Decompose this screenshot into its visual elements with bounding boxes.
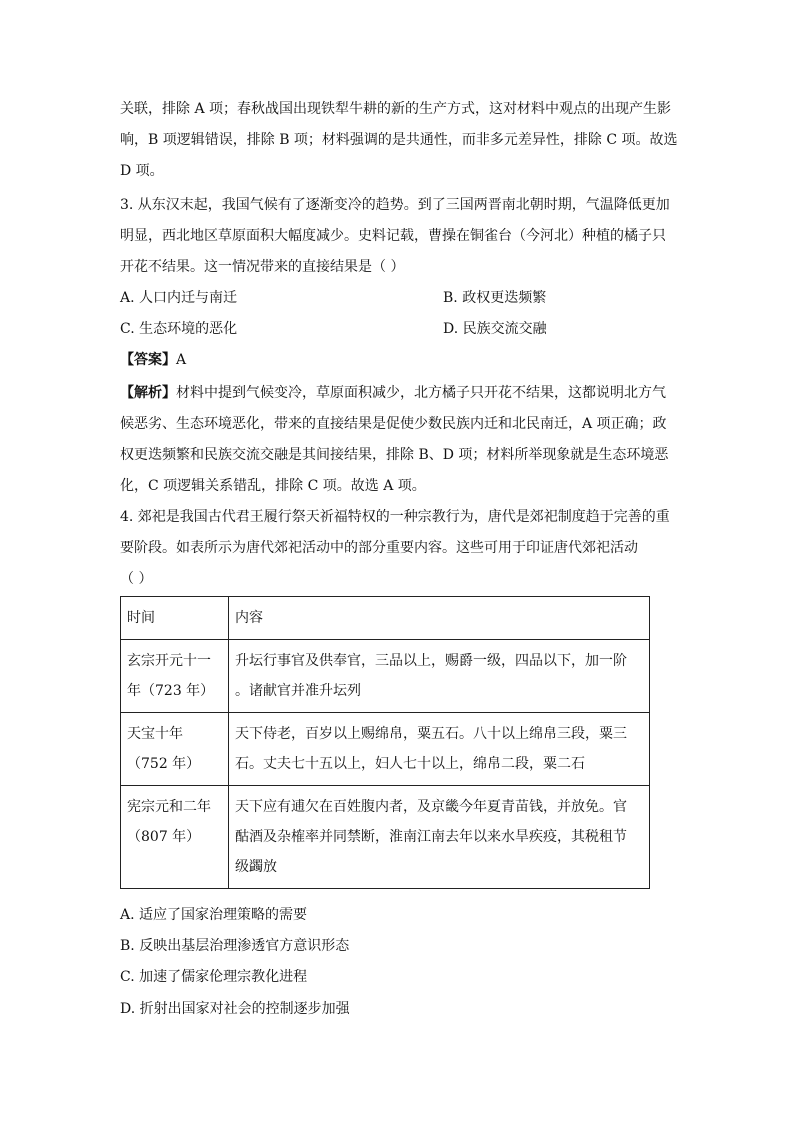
table-header-cell: 内容	[229, 597, 650, 640]
question-3-options-row-2	[120, 314, 672, 345]
question-3-answer	[120, 345, 672, 376]
option-d: D. 民族交流交融	[443, 321, 547, 337]
option-a: A. 适应了国家治理策略的需要	[120, 907, 308, 923]
cell-text: 天宝十年	[127, 726, 183, 742]
text-line: 4. 郊祀是我国古代君王履行祭天祈福特权的一种宗教行为，唐代是郊祀制度趋于完善的重	[120, 509, 670, 525]
answer-value: A	[176, 352, 187, 368]
question-4-stem	[120, 502, 672, 595]
cell-text: （807 年）	[127, 829, 201, 845]
table-cell-time	[121, 640, 229, 713]
table-cell-time	[121, 713, 229, 786]
table-row	[121, 713, 650, 786]
text-line: 材料中提到气候变冷，草原面积减少，北方橘子只开花不结果，这都说明北方气	[176, 385, 666, 401]
text-line: 要阶段。如表所示为唐代郊祀活动中的部分重要内容。这些可用于印证唐代郊祀活动	[120, 540, 638, 556]
cell-text: 级蠲放	[235, 859, 277, 875]
option-c: C. 生态环境的恶化	[120, 321, 238, 337]
table-header-row	[121, 597, 650, 640]
option-b: B. 反映出基层治理渗透官方意识形态	[120, 938, 350, 954]
analysis-tag: 【解析】	[120, 385, 176, 401]
cell-text: 酤酒及杂榷率并同禁断，淮南江南去年以来水旱疾疫，其税租节	[235, 829, 627, 845]
option-d: D. 折射出国家对社会的控制逐步加强	[120, 1001, 350, 1017]
question-3-stem	[120, 190, 672, 283]
cell-text: 天下侍老，百岁以上赐绵帛，粟五石。八十以上绵帛三段，粟三	[235, 726, 627, 742]
text-line: 化，C 项逻辑关系错乱，排除 C 项。故选 A 项。	[120, 478, 426, 494]
text-line: 开花不结果。这一情况带来的直接结果是（ ）	[120, 259, 405, 275]
table-cell-time	[121, 786, 229, 889]
table-cell-content	[229, 713, 650, 786]
option-c: C. 加速了儒家伦理宗教化进程	[120, 969, 308, 985]
table-cell-content	[229, 640, 650, 713]
option-a: A. 人口内迁与南迁	[120, 290, 238, 306]
option-b: B. 政权更迭频繁	[443, 290, 547, 306]
question-3-options-row-1	[120, 283, 672, 314]
cell-text: 。诸献官并准升坛列	[235, 683, 361, 699]
table-header-cell: 时间	[121, 597, 229, 640]
cell-text: 石。丈夫七十五以上，妇人七十以上，绵帛二段，粟二石	[235, 756, 585, 772]
cell-text: 升坛行事官及供奉官，三品以上，赐爵一级，四品以下，加一阶	[235, 653, 627, 669]
question-4-table	[120, 596, 650, 889]
table-row	[121, 786, 650, 889]
text-line: 权更迭频繁和民族交流交融是其间接结果，排除 B、D 项；材料所举现象就是生态环境恶	[120, 447, 669, 463]
text-line: （ ）	[120, 571, 153, 587]
cell-text: （752 年）	[127, 756, 201, 772]
cell-text: 玄宗开元十一	[127, 653, 211, 669]
text-line: 明显，西北地区草原面积大幅度减少。史料记载，曹操在铜雀台（今河北）种植的橘子只	[120, 228, 666, 244]
cell-text: 宪宗元和二年	[127, 799, 211, 815]
text-line: 3. 从东汉末起，我国气候有了逐渐变冷的趋势。到了三国两晋南北朝时期，气温降低更加	[120, 197, 670, 213]
previous-analysis-continuation	[120, 94, 678, 187]
table-cell-content	[229, 786, 650, 889]
text-line: 候恶劣、生态环境恶化，带来的直接结果是促使少数民族内迁和北民南迁，A 项正确；政	[120, 416, 667, 432]
text-line: D 项。	[120, 163, 164, 179]
cell-text: 天下应有逋欠在百姓腹内者，及京畿今年夏青苗钱，并放免。官	[235, 799, 627, 815]
answer-tag: 【答案】	[120, 352, 176, 368]
question-3-analysis	[120, 378, 672, 502]
cell-text: 年（723 年）	[127, 683, 215, 699]
text-line: 关联，排除 A 项；春秋战国出现铁犁牛耕的新的生产方式，这对材料中观点的出现产生影	[120, 101, 672, 117]
table-row	[121, 640, 650, 713]
text-line: 响，B 项逻辑错误，排除 B 项；材料强调的是共通性，而非多元差异性，排除 C 项。故选	[120, 132, 678, 148]
